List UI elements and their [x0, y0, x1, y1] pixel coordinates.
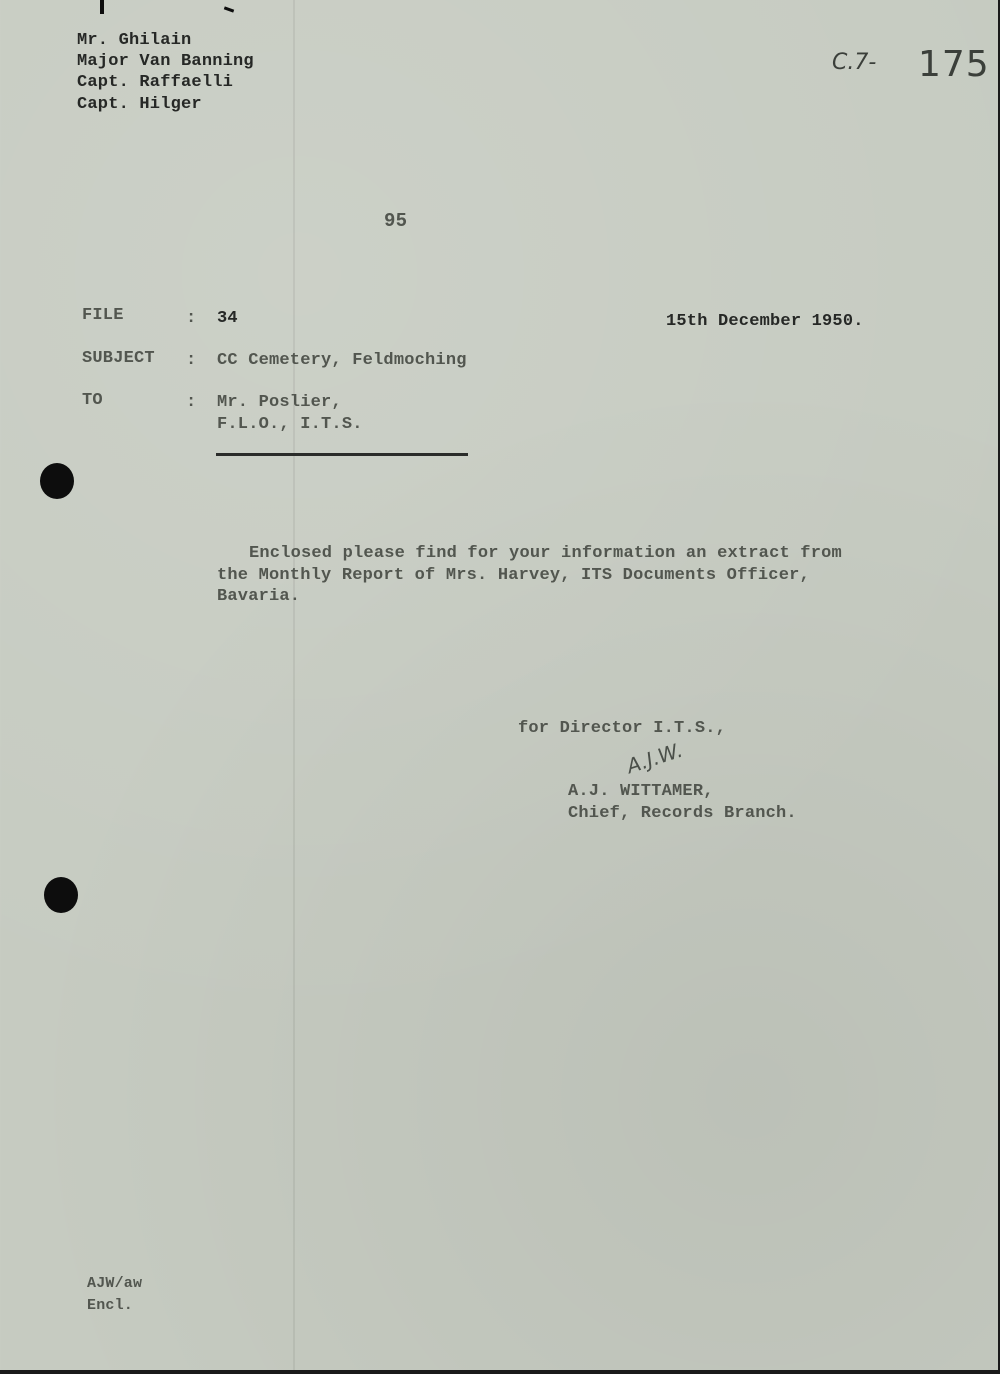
subject-label: SUBJECT — [82, 349, 155, 368]
page-number: 95 — [384, 210, 408, 232]
reference-initials: AJW/aw — [87, 1275, 143, 1292]
signatory-title: Chief, Records Branch. — [568, 804, 797, 823]
body-line: Bavaria. — [217, 587, 301, 606]
punch-hole-bottom — [44, 877, 78, 913]
edge-mark — [224, 6, 234, 12]
distribution-item: Capt. Hilger — [77, 95, 202, 114]
signature-for-line: for Director I.T.S., — [518, 719, 727, 738]
file-value: 34 — [217, 309, 238, 328]
signature-initials: A.J.W. — [623, 737, 686, 779]
to-separator: : — [186, 393, 197, 412]
header-rule — [216, 453, 468, 456]
punch-hole-top — [40, 463, 74, 499]
file-label: FILE — [82, 306, 124, 325]
enclosure-note: Encl. — [87, 1297, 134, 1314]
recipient-name: Mr. Poslier, — [217, 393, 342, 412]
distribution-item: Major Van Banning — [77, 52, 254, 71]
recipient-office: F.L.O., I.T.S. — [217, 415, 363, 434]
subject-value: CC Cemetery, Feldmoching — [217, 351, 467, 370]
signatory-name: A.J. WITTAMER, — [568, 782, 714, 801]
paper-fold — [293, 0, 295, 1370]
to-label: TO — [82, 391, 103, 410]
body-line: Enclosed please find for your information an extract from — [249, 544, 842, 563]
letter-date: 15th December 1950. — [666, 312, 864, 331]
subject-separator: : — [186, 351, 197, 370]
distribution-item: Mr. Ghilain — [77, 31, 192, 50]
body-line: the Monthly Report of Mrs. Harvey, ITS Documents Officer, — [217, 566, 810, 585]
archive-number: 175 — [918, 44, 990, 85]
archive-mark: C.7- — [832, 50, 877, 75]
file-separator: : — [186, 309, 197, 328]
edge-mark — [100, 0, 104, 14]
distribution-item: Capt. Raffaelli — [77, 73, 234, 92]
